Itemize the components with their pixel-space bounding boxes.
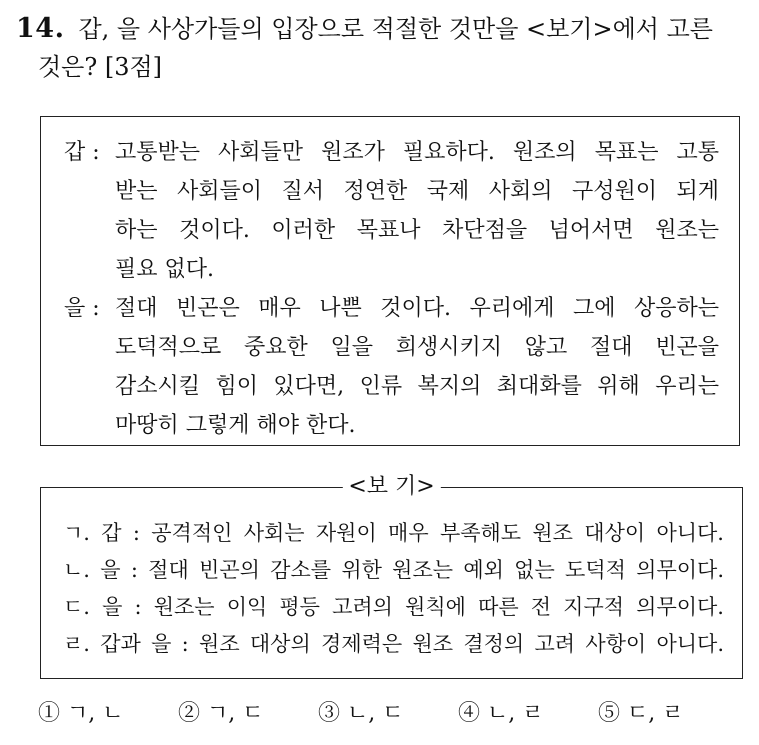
passage-gap-line: 고통받는 사회들만 원조가 필요하다. 원조의 목표는 고통 [115,140,719,165]
bogi-title-rule [40,471,743,503]
passage-gap-row [64,133,719,172]
question-number: 14. [16,13,65,44]
question-stem-part1: 갑, 을 사상가들의 입장으로 적절한 것만을 <보기>에서 고른 [78,15,713,43]
passage-box [40,116,740,446]
passage-eul-row [64,406,719,445]
passage-eul-row [64,367,719,406]
passage-gap-row [64,172,719,211]
passage-eul-row [64,289,719,328]
passage-gap-line: 받는 사회들이 질서 정연한 국제 사회의 구성원이 되게 [115,179,719,204]
bogi-item: ㄷ. 을 : 원조는 이익 평등 고려의 원칙에 따른 전 지구적 의무이다. [63,595,724,619]
answer-choice-5[interactable]: ⑤ ㄷ, ㄹ [598,701,684,726]
question-stem-part2: 것은? [3점] [38,53,163,81]
bogi-box [40,487,743,679]
passage-gap-row [64,211,719,250]
passage-gap-line: 필요 없다. [115,257,214,282]
speaker-label-gap: 갑 : [64,140,100,165]
question-header [16,10,746,86]
answer-choice-2[interactable]: ② ㄱ, ㄷ [178,701,264,726]
bogi-title: <보 기> [342,471,440,503]
bogi-item: ㄹ. 갑과 을 : 원조 대상의 경제력은 원조 결정의 고려 사항이 아니다. [63,632,724,656]
bogi-item: ㄱ. 갑 : 공격적인 사회는 자원이 매우 부족해도 원조 대상이 아니다. [63,521,724,545]
bogi-section [40,471,743,679]
passage-eul-line: 감소시킬 힘이 있다면, 인류 복지의 최대화를 위해 우리는 [115,374,719,399]
passage-eul-line: 도덕적으로 중요한 일을 희생시키지 않고 절대 빈곤을 [115,335,719,360]
speaker-label-eul: 을 : [64,296,100,321]
answer-choice-1[interactable]: ① ㄱ, ㄴ [38,701,124,726]
bogi-item: ㄴ. 을 : 절대 빈곤의 감소를 위한 원조는 예외 없는 도덕적 의무이다. [63,558,724,582]
answer-choice-4[interactable]: ④ ㄴ, ㄹ [458,701,544,726]
passage-eul-line: 마땅히 그렇게 해야 한다. [115,413,356,438]
answer-choices [38,697,738,731]
answer-choice-3[interactable]: ③ ㄴ, ㄷ [318,701,404,726]
passage-gap-line: 하는 것이다. 이러한 목표나 차단점을 넘어서면 원조는 [115,218,719,243]
passage-gap-row [64,250,719,289]
passage-eul-row [64,328,719,367]
question-line-1 [16,10,746,48]
passage-eul-line: 절대 빈곤은 매우 나쁜 것이다. 우리에게 그에 상응하는 [115,296,719,321]
